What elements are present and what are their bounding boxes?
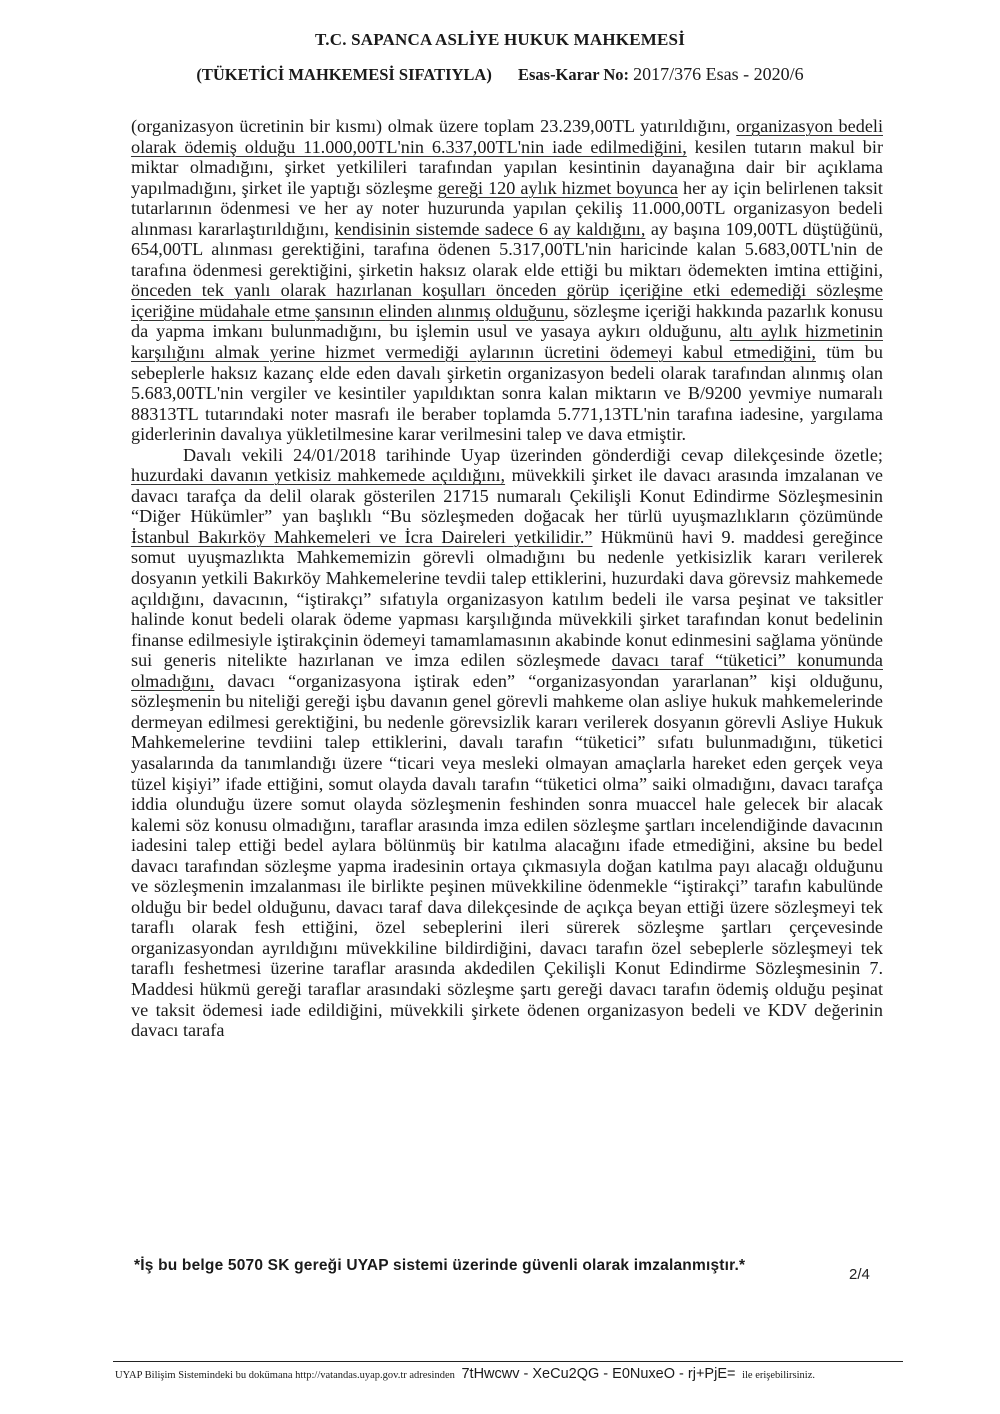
body-paragraph [131, 116, 883, 445]
esas-karar-label: Esas-Karar No: [517, 65, 630, 84]
underlined-text: önceden tek yanlı olarak hazırlanan koşulları önceden görüp içeriğine etki edemediği sözleşme içeriğine müdahale etme şansının elinden alınmış olduğunu [131, 280, 883, 321]
document-header [0, 30, 1000, 85]
access-code: 7tHwcwv - XeCu2QG - E0NuxeO - rj+PjE= [461, 1366, 736, 1382]
paragraph-text: tüm bu sebeplerle haksız kazanç elde eden davalı şirketin organizasyon bedeli olarak tarafından alınmış olan 5.683,00TL'nin vergiler ve kesintiler yapıldıktan sonra kalan miktarın ve B/9200 yevmiye numaralı 88313TL tutarındaki noter masrafı ile beraber toplamda 5.771,13TL'nin tarafına iadesine, yargılama giderlerinin davalıya yükletilmesine karar verilmesini talep ve dava etmiştir. [131, 342, 883, 445]
document-body [131, 116, 883, 1041]
paragraph-text: her ay için belirlenen taksit tutarlarının ödenmesi ve her ay noter huzurunda yapılan çekiliş 11.000,00TL organizasyon bedeli alınması kararlaştırıldığını, [131, 177, 883, 239]
case-line [0, 64, 1000, 85]
page-number: 2/4 [849, 1266, 870, 1283]
paragraph-text: ay başına 109,00TL düştüğünü, 654,00TL alınması gerektiğini, tarafına ödenen 5.317,00TL'nin haricinde kalan 5.683,00TL'nin de tarafına ödenmesi gerektiğini, şirketin haksız olarak elde ettiği bu miktarı ödemekten imtina ettiğini, [131, 218, 883, 280]
esas-karar-value: 2017/376 Esas - 2020/6 [633, 64, 804, 84]
underlined-text: kendisinin sistemde sadece 6 ay kaldığını, [334, 218, 646, 239]
paragraph-text: davacı “organizasyona iştirak eden” “organizasyondan yararlanan” kişi olduğunu, sözleşmenin bu niteliği gereği işbu davanın genel görevli mahkeme olan asliye hukuk mahkemelerinde dermeyan edilmesi gerektiğini, bu nedenle görevsizlik kararı verilerek dosyanın görevli Asliye Hukuk Mahkemelerine tevdiini talep ettiklerini, davalı tarafın “tüketici” sıfatı bulunmadığını, tüketici yasalarında da tanımlandığı üzere “ticari veya mesleki olmayan amaçlarla hareket eden gerçek veya tüzel kişiyi” ifade ettiğini, somut olayda davalı tarafın “tüketici olma” saiki olmadığını, davacı tarafça iddia olunduğu üzere somut olayda sözleşmenin feshinden sonra muaccel hale gelecek bir alacak kalemi söz konusu olmadığını, taraflar arasında imza edilen sözleşme şartları incelendiğinde davacının iadesini talep ettiği bedel aylara bölünmüş bir katılma alacağını ifade etmediğini, aksine bu bedel davacı tarafından sözleşme yapma iradesinin ortaya çıkmasıyla doğan katılma payı alacağı olduğunu ve sözleşmenin imzalanması ile birlikte peşinen müvekkiline ödenmekle “iştirakçi” tarafın kabulünde olduğu bir bedel olduğunu, davacı taraf dava dilekçesinde de açıkça beyan ettiği üzere sözleşmeyi tek taraflı olarak fesh ettiğini, özel sebeplerini ileri sürerek sözleşme şartları çerçevesinde organizasyondan ayrıldığını müvekkiline bildirdiğini, davacı tarafın özel sebeplerle sözleşmeyi tek taraflı feshetmesi üzerine taraflar arasında akdedilen Çekilişli Konut Edindirme Sözleşmesinin 7. Maddesi hükmü gereği taraflar arasındaki sözleşme şartı gereği davacı tarafın ödemiş olduğu peşinat ve taksit ödemesi iade edildiğini, müvekkili şirkete ödenen organizasyon bedeli ve KDV değerinin davacı tarafa [131, 670, 883, 1041]
underlined-text: altı aylık hizmetinin karşılığını almak yerine hizmet vermediği aylarının ücretini ödemeyi kabul etmediğini, [131, 321, 883, 363]
underlined-text: davacı taraf “tüketici” konumunda olmadığını, [131, 650, 883, 691]
paragraph-text: (organizasyon ücretinin bir kısmı) olmak üzere toplam 23.239,00TL yatırıldığını, [131, 116, 737, 136]
court-capacity: (TÜKETİCİ MAHKEMESİ SIFATIYLA) [196, 65, 492, 84]
body-paragraph [131, 445, 883, 1041]
underlined-text: İstanbul Bakırköy Mahkemeleri ve İcra Daireleri yetkilidir.” [131, 526, 593, 547]
paragraph-text: Hükmünü havi 9. maddesi gereğince somut uyuşmazlıkta Mahkememizin görevli olmadığını bu nedenle yetkisizlik kararı verilerek dosyanın yetkili Bakırköy Mahkemelerine tevdii talep ettiklerini, huzurdaki dava görevsiz mahkemede açıldığını, davacının, “iştirakçı” sıfatıyla organizasyon katılım bedeli ile varsa peşinat ve taksitler halinde konut bedeli olarak ödeme yapması karşılığında müvekkili şirket tarafından konut bedelinin finanse edilmesiyle iştirakçinin ödemeyi tamamlamasının akabinde konut edinmesini sağlama yönünde sui generis nitelikte hazırlanan ve imza edilen sözleşmede [131, 526, 883, 671]
footer-access-info [115, 1366, 915, 1382]
access-suffix: ile erişebilirsiniz. [742, 1370, 815, 1381]
underlined-text: huzurdaki davanın yetkisiz mahkemede açıldığını, [131, 465, 506, 486]
footer-divider [113, 1361, 903, 1362]
e-signature-note: *İş bu belge 5070 SK gereği UYAP sistemi üzerinde güvenli olarak imzalanmıştır.* [134, 1257, 746, 1274]
underlined-text: organizasyon bedeli olarak ödemiş olduğu 11.000,00TL'nin 6.337,00TL'nin iade edilmediğini, [131, 116, 883, 157]
paragraph-text: kesilen tutarın makul bir miktar olmadığını, şirket yetkilileri tarafından yapılan kesintinin dayanağına dair bir açıklama yapılmadığını, şirket ile yaptığı sözleşme [131, 136, 883, 198]
paragraph-text: , sözleşme içeriği hakkında pazarlık konusu da yapma imkanı bulunmadığını, bu işlemin usul ve yasaya aykırı olduğunu, [131, 300, 884, 342]
access-prefix: UYAP Bilişim Sistemindeki bu dokümana http://vatandas.uyap.gov.tr adresinden [115, 1370, 455, 1381]
paragraph-text: müvekkili şirket ile davacı arasında imzalanan ve davacı tarafça da delil olarak gösterilen 21715 numaralı Çekilişli Konut Edindirme Sözleşmesinin “Diğer Hükümler” yan başlıklı “Bu sözleşmeden doğacak her türlü uyuşmazlıkların çözümünde [131, 465, 883, 527]
court-title: T.C. SAPANCA ASLİYE HUKUK MAHKEMESİ [314, 30, 686, 49]
underlined-text: gereği 120 aylık hizmet boyunca [437, 177, 678, 198]
paragraph-text: Davalı vekili 24/01/2018 tarihinde Uyap üzerinden gönderdiği cevap dilekçesinde özetle; [183, 444, 883, 465]
